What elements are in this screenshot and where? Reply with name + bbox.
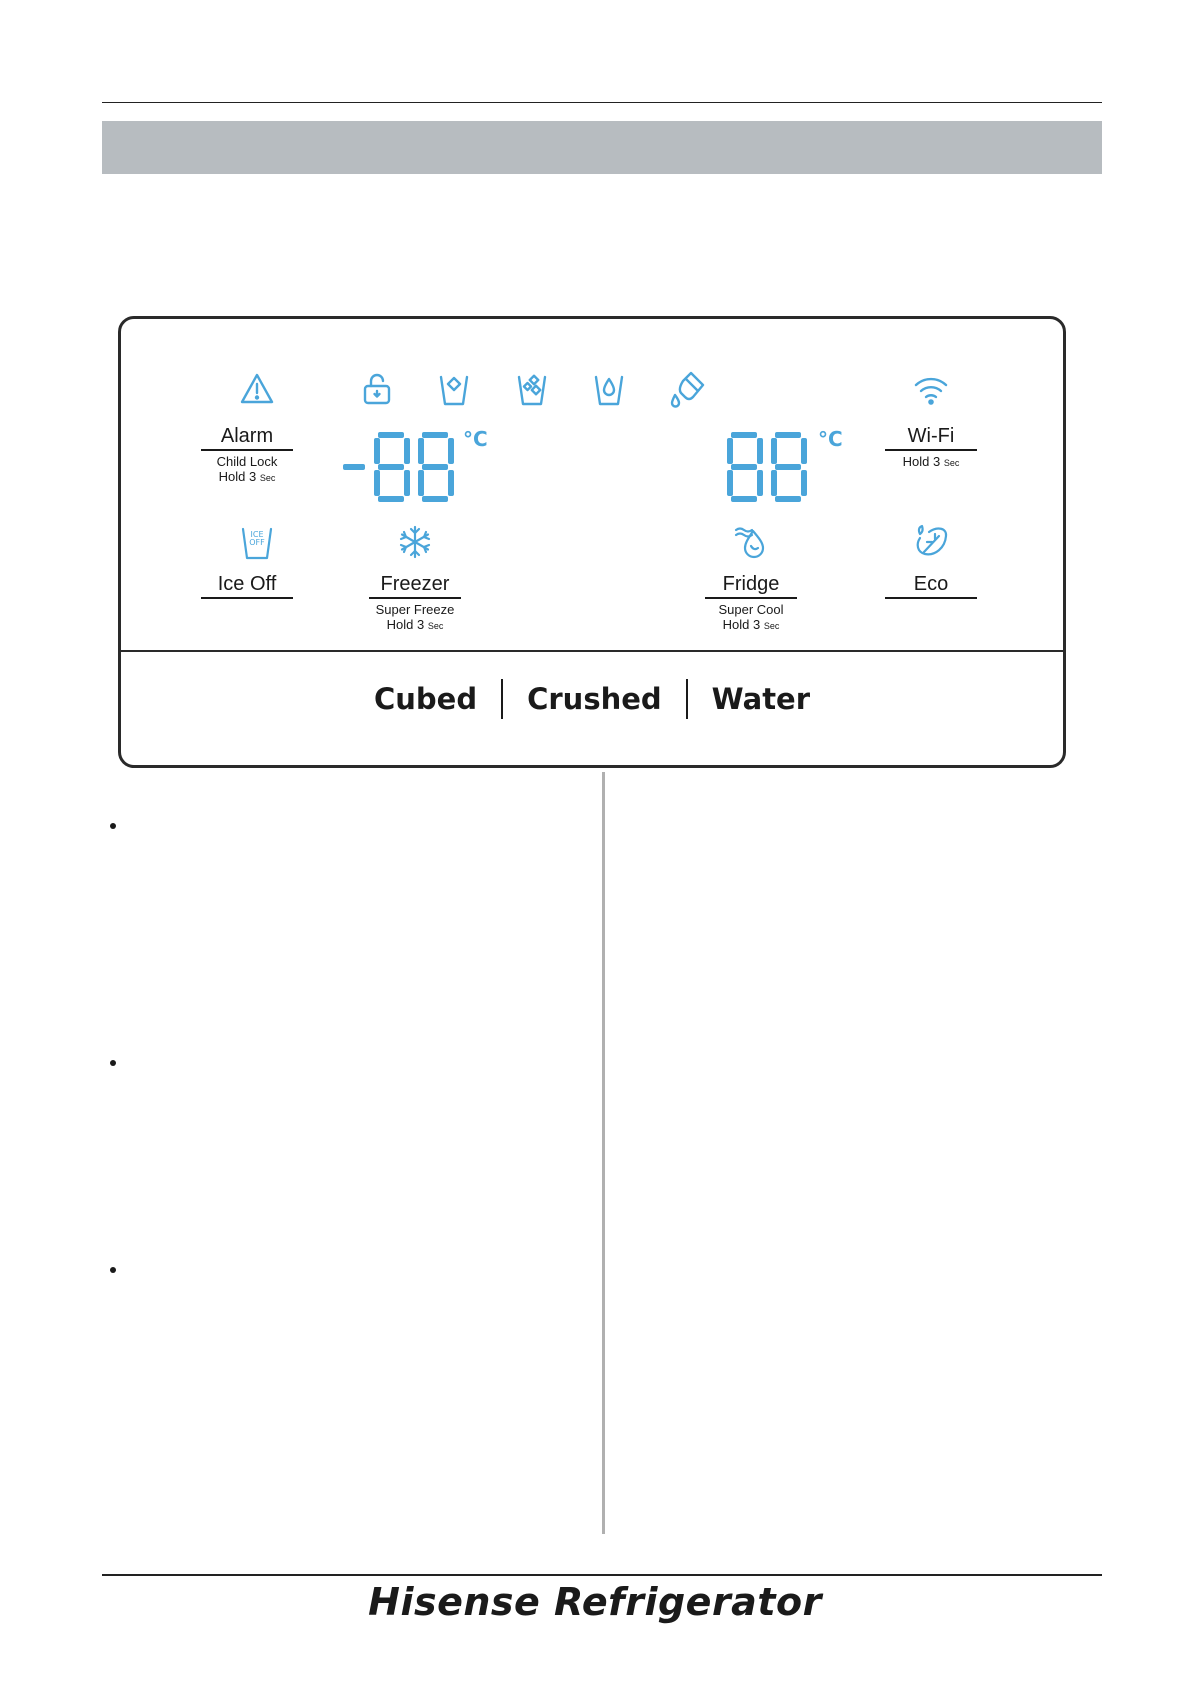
crushed-option[interactable]: Crushed xyxy=(527,682,662,716)
warning-icon[interactable] xyxy=(237,369,277,409)
fridge-celsius-unit: °C xyxy=(818,427,843,451)
eco-leaf-icon[interactable] xyxy=(911,522,951,562)
eco-label-block[interactable] xyxy=(861,573,1001,599)
wifi-label-block[interactable] xyxy=(861,425,1001,471)
freezer-celsius-unit: °C xyxy=(463,427,488,451)
freezer-label-block[interactable] xyxy=(345,573,485,634)
pitcher-icon[interactable] xyxy=(667,369,707,409)
water-icon[interactable] xyxy=(589,369,629,409)
section-header-band xyxy=(102,121,1102,174)
alarm-label: Alarm xyxy=(201,425,293,451)
ice-off-icon-text-top: ICE xyxy=(250,530,264,539)
freezer-sub-super-freeze: Super Freeze xyxy=(375,602,455,617)
wifi-icon[interactable] xyxy=(911,369,951,409)
top-rule xyxy=(102,102,1102,103)
freezer-display-digits xyxy=(343,432,454,502)
ice-off-label: Ice Off xyxy=(201,573,293,599)
control-panel xyxy=(118,316,1066,768)
water-option[interactable]: Water xyxy=(711,682,811,716)
fridge-label-block[interactable] xyxy=(681,573,821,634)
fridge-sub-hold: Hold 3 Sec xyxy=(722,617,780,632)
footer-brand: Hisense Refrigerator xyxy=(368,1580,822,1624)
bottom-rule xyxy=(102,1574,1102,1576)
ice-off-icon[interactable] xyxy=(237,522,277,562)
freezer-sub-hold: Hold 3 Sec xyxy=(386,617,444,632)
fridge-display-digits xyxy=(727,432,807,502)
wifi-label: Wi-Fi xyxy=(885,425,977,451)
fridge-label: Fridge xyxy=(705,573,797,599)
cubed-ice-icon[interactable] xyxy=(434,369,474,409)
wifi-sub-hold: Hold 3 Sec xyxy=(902,454,960,469)
alarm-sub-child-lock: Child Lock xyxy=(216,454,278,469)
ice-off-label-block[interactable] xyxy=(177,573,317,599)
ice-off-icon-text-bottom: OFF xyxy=(249,538,265,547)
bullet-point xyxy=(110,1267,116,1273)
eco-label: Eco xyxy=(885,573,977,599)
bullet-point xyxy=(110,823,116,829)
alarm-label-block[interactable] xyxy=(177,425,317,486)
panel-divider xyxy=(121,650,1063,652)
cubed-option[interactable]: Cubed xyxy=(373,682,478,716)
alarm-sub-hold: Hold 3 Sec xyxy=(218,469,276,484)
super-cool-icon[interactable] xyxy=(731,522,771,562)
snowflake-icon[interactable] xyxy=(395,522,435,562)
column-divider xyxy=(602,772,605,1534)
unlock-icon[interactable] xyxy=(357,369,397,409)
fridge-temperature-display xyxy=(725,429,825,509)
fridge-sub-super-cool: Super Cool xyxy=(718,602,784,617)
crushed-ice-icon[interactable] xyxy=(512,369,552,409)
bullet-point xyxy=(110,1060,116,1066)
freezer-label: Freezer xyxy=(369,573,461,599)
dispense-selector xyxy=(121,659,1063,739)
